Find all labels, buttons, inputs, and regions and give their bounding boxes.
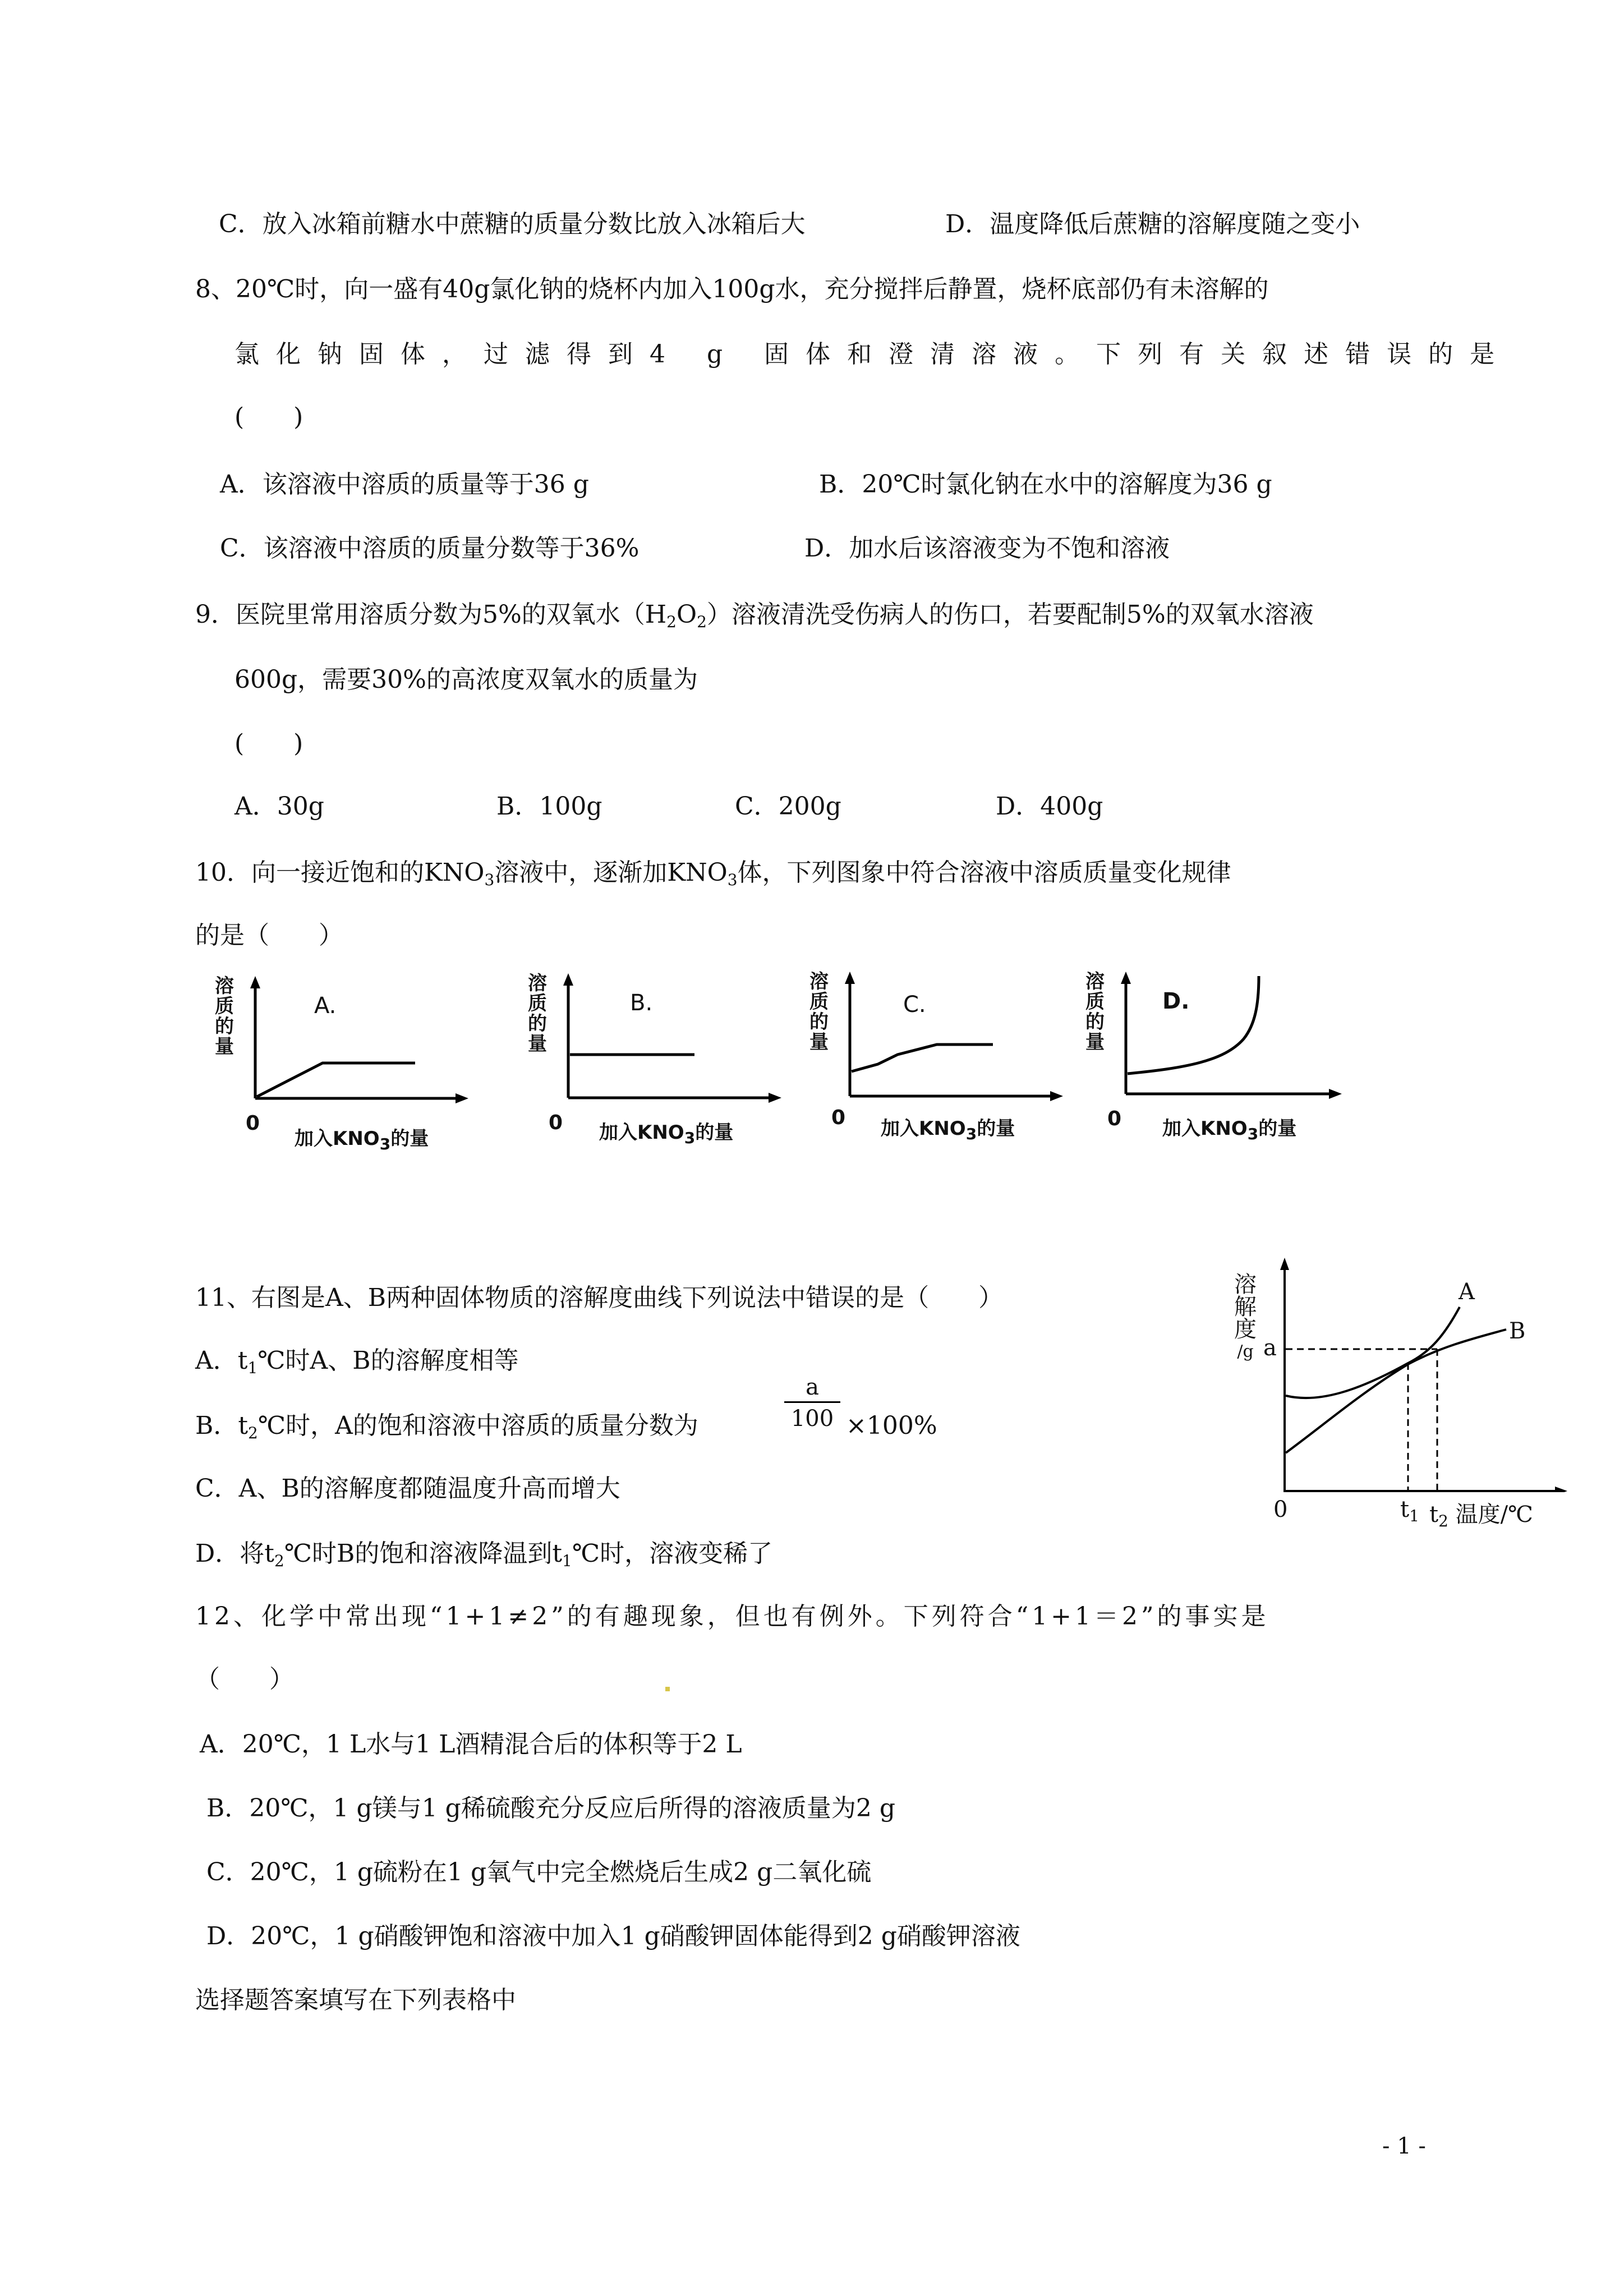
q11-option-b: B．$t_2℃$时，A的饱和溶液中溶质的质量分数为 [195, 1411, 698, 1442]
q12-answer-paren: （ ） [195, 1665, 294, 1694]
q8-stem-line2: 氯化钠固体，过滤得到4 g 固体和澄清溶液。下列有关叙述错误的是 [234, 340, 1512, 369]
graph-b-axes [526, 973, 784, 1108]
graph-d-axes [1084, 972, 1347, 1106]
graph-b-y-label: 溶 质 的 量 [528, 972, 547, 1055]
chart-y-label: 溶 解 度 /g [1234, 1272, 1257, 1361]
graph-d-curve [1128, 976, 1259, 1074]
q11-option-c: C．A、B的溶解度都随温度升高而增大 [195, 1474, 620, 1503]
curve-a-label: A [1459, 1279, 1475, 1305]
graph-d-y-label: 溶 质 的 量 [1085, 970, 1105, 1053]
q9-option-c: C．200g [735, 792, 841, 821]
graph-b-origin: 0 [549, 1111, 563, 1134]
q11-option-d: D．将$t_2℃$时B的饱和溶液降温到$t_1℃$时，溶液变稀了 [195, 1539, 773, 1570]
graph-d-x-label: 加入$KNO_3$的量 [1162, 1117, 1297, 1143]
q9-option-b: B．100g [496, 792, 602, 821]
q8-answer-paren: ( ) [234, 403, 303, 431]
graph-a-axes [213, 976, 471, 1111]
graph-c-label: C. [903, 992, 926, 1018]
chart-origin: 0 [1273, 1497, 1288, 1522]
graph-c-origin: 0 [831, 1106, 846, 1129]
q9-stem-line1: 9．医院里常用溶质分数为5%的双氧水$(H_2O_2)$溶液清洗受伤病人的伤口，若要配制5%的双氧水溶液 [195, 600, 1314, 631]
q10-graph-c [808, 972, 1066, 1157]
q9-answer-paren: ( ) [234, 729, 303, 758]
graph-a-label: A. [314, 993, 337, 1019]
curve-b-label: B [1509, 1318, 1526, 1344]
answer-table-note: 选择题答案填写在下列表格中 [195, 1986, 516, 2014]
q10-stem-line1: 10．向一接近饱和的$KNO_3$溶液中，逐渐加$KNO_3$体，下列图象中符合溶液中溶质质量变化规律 [195, 858, 1231, 889]
q7-option-d: D．温度降低后蔗糖的溶解度随之变小 [945, 210, 1360, 238]
q8-option-a: A．该溶液中溶质的质量等于36 g [220, 470, 589, 499]
q8-option-c: C．该溶液中溶质的质量分数等于36% [220, 534, 640, 563]
chart-t2-and-x-label: $t_2$ 温度/℃ [1429, 1502, 1533, 1530]
chart-t1-label: $t_1$ [1400, 1497, 1419, 1525]
q12-option-b: B．20℃，1 g镁与1 g稀硫酸充分反应后所得的溶液质量为2 g [206, 1794, 895, 1823]
q8-stem-line1: 8、20℃时，向一盛有40g氯化钠的烧杯内加入100g水，充分搅拌后静置，烧杯底部仍有未溶解的 [195, 275, 1269, 303]
q8-option-b: B．20℃时氯化钠在水中的溶解度为36 g [819, 470, 1272, 499]
graph-a-y-label: 溶 质 的 量 [215, 975, 234, 1058]
speck-mark [665, 1687, 670, 1691]
q11-fraction [784, 1373, 840, 1434]
q7-option-c: C．放入冰箱前糖水中蔗糖的质量分数比放入冰箱后大 [219, 210, 806, 238]
q10-graph-d [1084, 972, 1347, 1157]
graph-c-axes [808, 972, 1066, 1106]
q12-stem: 12、化学中常出现“1+1≠2”的有趣现象，但也有例外。下列符合“1+1＝2”的事实是 [195, 1602, 1269, 1631]
graph-a-curve [257, 1063, 415, 1097]
q8-option-d: D．加水后该溶液变为不饱和溶液 [804, 534, 1170, 563]
q9-option-a: A．30g [234, 792, 324, 821]
graph-b-x-label: 加入$KNO_3$的量 [599, 1121, 734, 1147]
graph-d-label: D. [1162, 988, 1190, 1014]
q12-option-c: C．20℃，1 g硫粉在1 g氧气中完全燃烧后生成2 g二氧化硫 [206, 1858, 872, 1887]
curve-b [1286, 1329, 1506, 1453]
q10-graph-a [213, 976, 471, 1161]
graph-b-label: B. [630, 990, 653, 1016]
q10-stem-line2: 的是（ ） [195, 921, 343, 950]
graph-d-origin: 0 [1107, 1107, 1122, 1130]
graph-c-x-label: 加入$KNO_3$的量 [881, 1117, 1015, 1143]
graph-c-y-label: 溶 质 的 量 [809, 970, 829, 1053]
q10-graph-b [526, 973, 784, 1158]
graph-c-curve [852, 1045, 993, 1071]
graph-a-x-label: 加入$KNO_3$的量 [295, 1128, 429, 1153]
graph-a-origin: 0 [246, 1112, 260, 1135]
chart-a-value-label: a [1263, 1335, 1277, 1361]
q12-option-d: D．20℃，1 g硝酸钾饱和溶液中加入1 g硝酸钾固体能得到2 g硝酸钾溶液 [206, 1922, 1020, 1950]
fraction-denominator: 100 [790, 1406, 834, 1432]
q11-stem: 11、右图是A、B两种固体物质的溶解度曲线下列说法中错误的是（ ） [195, 1283, 1004, 1312]
q12-option-a: A．20℃，1 L水与1 L酒精混合后的体积等于2 L [200, 1730, 742, 1759]
chart-plot [1223, 1257, 1571, 1492]
page-number: - 1 - [1382, 2133, 1426, 2159]
q9-option-d: D．400g [996, 792, 1103, 821]
fraction-numerator: a [784, 1373, 840, 1403]
q11-fraction-tail: ×100% [846, 1411, 937, 1440]
q11-solubility-chart [1223, 1257, 1571, 1537]
q11-option-a: A．$t_1℃$时A、B的溶解度相等 [195, 1346, 519, 1377]
q9-stem-line2: 600g，需要30%的高浓度双氧水的质量为 [234, 665, 698, 694]
